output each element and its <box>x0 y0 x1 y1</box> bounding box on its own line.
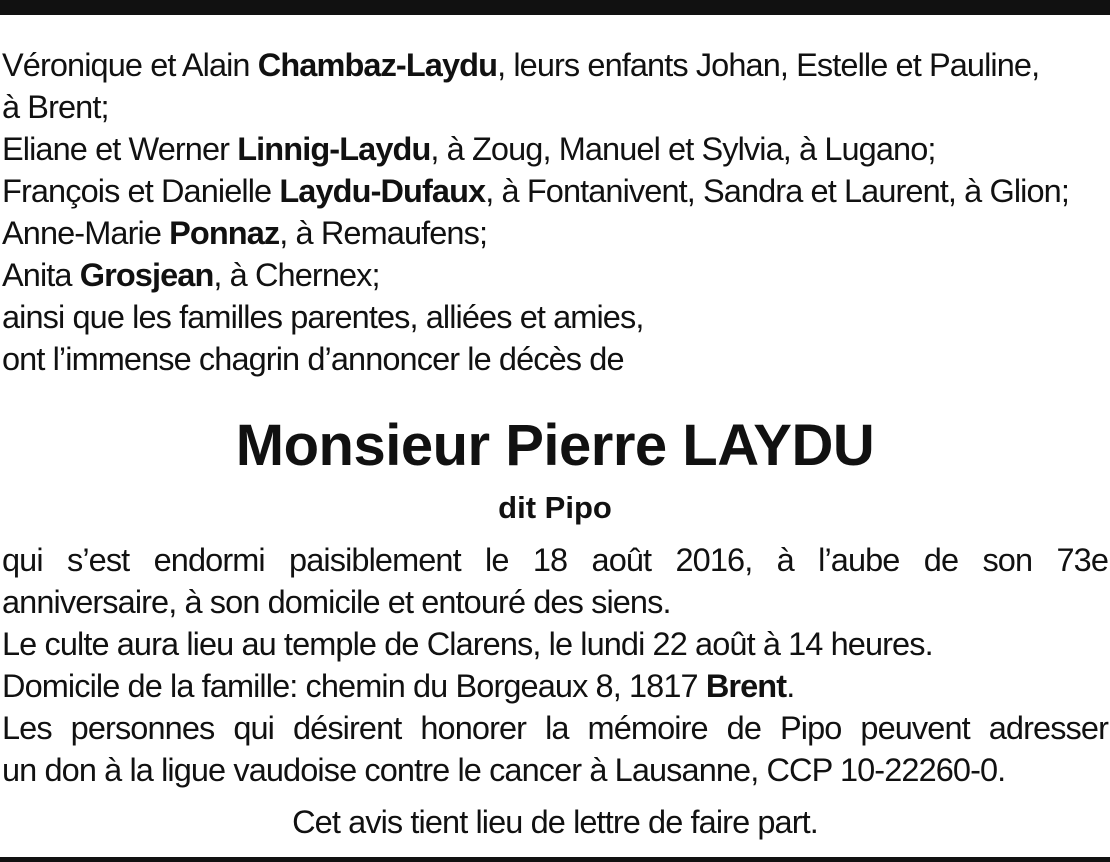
detail-line-text: un don à la ligue vaudoise contre le cancer à Lausanne, CCP 10-22260-0. <box>2 752 1006 788</box>
family-surname: Chambaz-Laydu <box>257 47 498 83</box>
detail-line-text: Le culte aura lieu au temple de Clarens, le lundi 22 août à 14 heures. <box>2 626 933 662</box>
death-notice <box>2 44 1108 843</box>
family-line <box>2 254 1108 296</box>
family-line-text: François et Danielle <box>2 173 280 209</box>
family-line-text: à Brent; <box>2 89 109 125</box>
family-line-text: , à Remaufens; <box>279 215 488 251</box>
family-list <box>2 44 1108 380</box>
family-line-text: Anita <box>2 257 80 293</box>
family-line <box>2 296 1108 338</box>
family-line-text: , à Zoug, Manuel et Sylvia, à Lugano; <box>430 131 936 167</box>
deceased-name: Monsieur Pierre LAYDU <box>235 413 875 478</box>
family-line <box>2 212 1108 254</box>
family-line-text: , à Chernex; <box>213 257 380 293</box>
deceased-nickname: dit Pipo <box>498 490 612 525</box>
family-line <box>2 128 1108 170</box>
family-line-text: ainsi que les familles parentes, alliées et amies, <box>2 299 644 335</box>
family-surname: Grosjean <box>79 257 214 293</box>
detail-line <box>2 707 1108 749</box>
family-line-text: , à Fontanivent, Sandra et Laurent, à Glion; <box>485 173 1069 209</box>
detail-line-text: Domicile de la famille: chemin du Borgeaux 8, 1817 <box>2 668 706 704</box>
bottom-rule <box>0 857 1110 862</box>
detail-line <box>2 665 1108 707</box>
family-line <box>2 86 1108 128</box>
detail-line <box>2 581 1108 623</box>
family-line <box>2 44 1108 86</box>
family-line <box>2 338 1108 380</box>
detail-line <box>2 539 1108 581</box>
family-line-text: Eliane et Werner <box>2 131 238 167</box>
detail-line <box>2 749 1108 791</box>
detail-line <box>2 623 1108 665</box>
family-line-text: Véronique et Alain <box>2 47 258 83</box>
family-line-text: Anne-Marie <box>2 215 170 251</box>
family-surname: Linnig-Laydu <box>237 131 431 167</box>
detail-line-text: anniversaire, à son domicile et entouré des siens. <box>2 584 671 620</box>
top-rule <box>0 0 1110 15</box>
detail-line-text: Les personnes qui désirent honorer la mémoire de Pipo peuvent adresser <box>2 710 1108 746</box>
family-surname: Laydu-Dufaux <box>279 173 486 209</box>
family-surname: Ponnaz <box>169 215 280 251</box>
family-line <box>2 170 1108 212</box>
closing-note: Cet avis tient lieu de lettre de faire part. <box>292 804 818 840</box>
details-block <box>2 539 1108 791</box>
family-line-text: , leurs enfants Johan, Estelle et Pauline, <box>497 47 1040 83</box>
detail-line-text: qui s’est endormi paisiblement le 18 août 2016, à l’aube de son 73e <box>2 542 1108 578</box>
family-line-text: ont l’immense chagrin d’annoncer le décès de <box>2 341 624 377</box>
detail-line-text: . <box>786 668 795 704</box>
detail-place: Brent <box>705 668 787 704</box>
